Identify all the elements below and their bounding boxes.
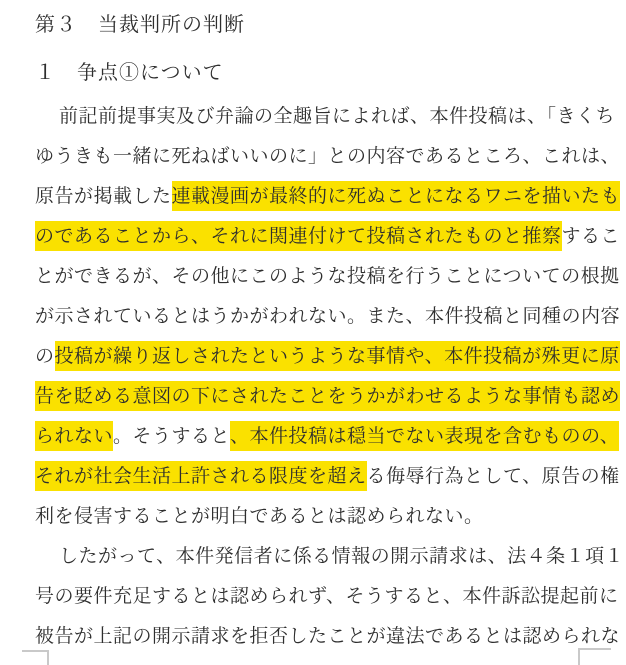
- text-line: [35, 216, 621, 256]
- issue-heading: １ 争点①について: [35, 60, 224, 84]
- highlighted-text: 連載漫画が最終的に死ぬことになるワニを描いたも: [172, 181, 621, 211]
- highlighted-text: 、本件投稿は穏当でない表現を含むものの、: [230, 421, 619, 451]
- text-line: [35, 456, 620, 496]
- text-line: [35, 376, 621, 416]
- text-segment: ゆうきも一緒に死ねばいいのに」との内容であるところ、これは、: [35, 145, 621, 167]
- text-line: [35, 296, 621, 336]
- section-heading: 第３ 当裁判所の判断: [35, 12, 245, 36]
- text-line: [35, 136, 621, 176]
- text-line: [35, 176, 621, 216]
- text-segment: 前記前提事実及び弁論の全趣旨によれば、本件投稿は、「きくち: [59, 105, 616, 127]
- text-line: [35, 576, 619, 616]
- text-segment: る侮辱行為として、原告の権: [366, 465, 620, 487]
- text-segment: 利を侵害することが明白であるとは認められない。: [35, 505, 484, 527]
- text-segment: したがって、本件発信者に係る情報の開示請求は、法４条１項１: [59, 545, 625, 567]
- text-segment: の: [35, 345, 55, 367]
- highlighted-text: それが社会生活上許される限度を超え: [35, 461, 367, 491]
- highlighted-text: られない: [35, 421, 113, 451]
- text-line: [35, 616, 621, 656]
- text-segment: するこ: [561, 225, 621, 247]
- text-line: [35, 536, 625, 576]
- text-segment: 原告が掲載した: [35, 185, 172, 207]
- text-segment: とができるが、その他にこのような投稿を行うことについての根拠: [35, 265, 620, 287]
- text-line: [35, 336, 620, 376]
- text-segment: 。そうすると: [113, 425, 231, 447]
- text-segment: 号の要件充足するとは認められず、そうすると、本件訴訟提起前に: [35, 585, 619, 607]
- highlighted-text: 告を貶める意図の下にされたことをうかがわせるような事情も認め: [35, 381, 620, 411]
- text-line: [35, 256, 620, 296]
- text-line: [35, 416, 620, 456]
- text-line: [35, 496, 606, 536]
- text-segment: 被告が上記の開示請求を拒否したことが違法であるとは認められな: [35, 625, 621, 647]
- page-corner-mark-right: [578, 648, 611, 665]
- page-corner-mark-left: [22, 650, 49, 665]
- text-segment: が示されているとはうかがわれない。また、本件投稿と同種の内容: [35, 305, 621, 327]
- highlighted-text: のであることから、それに関連付けて投稿されたものと推察: [35, 221, 562, 251]
- text-line: [35, 96, 616, 136]
- judgment-body-text: [35, 96, 625, 656]
- highlighted-text: 投稿が繰り返しされたというような事情や、本件投稿が殊更に原: [55, 341, 620, 371]
